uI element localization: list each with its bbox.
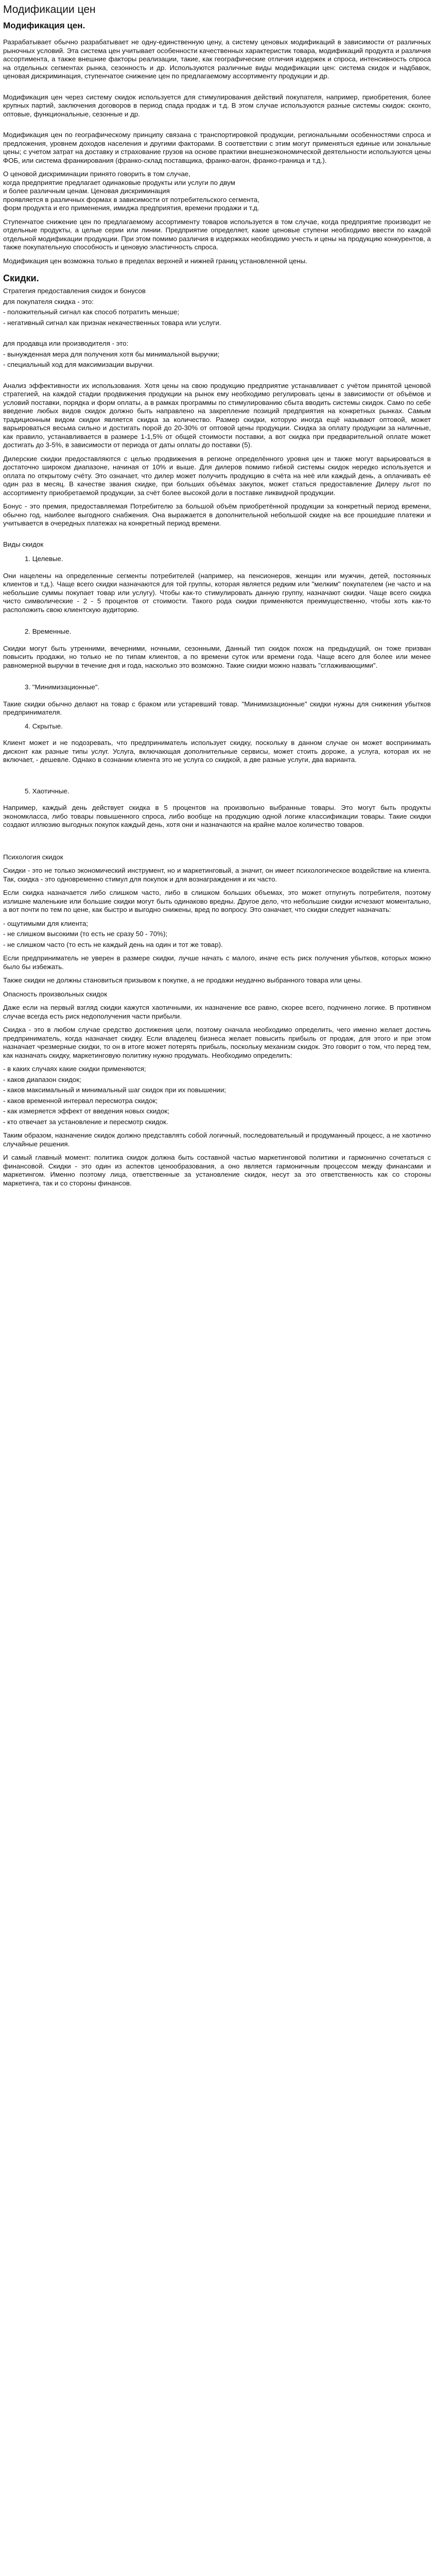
text-line: проявляется в различных формах в зависимости от потребительского сегмента, xyxy=(3,195,259,204)
list-item: - каков диапазон скидок; xyxy=(3,1075,81,1083)
psychology-paragraph: Также скидки не должны становиться призывом к покупке, а не продажи неудачно выбранного товара или цены. xyxy=(3,976,362,984)
danger-paragraph: Даже если на первый взгляд скидки кажутся хаотичными, их назначение все равно, скорее всего, подчинено логике. В противном случае всегда есть риск недополучения части прибыли. xyxy=(3,1004,431,1020)
psychology-paragraph: Скидки - это не только экономический инструмент, но и маркетинговый, а значит, он имеет психологическое воздействие на клиента. Так, скидка - это одновременно стимул для покупок и для вознаграждения и их часто. xyxy=(3,867,431,883)
list-item: - ощутимыми для клиента; xyxy=(3,919,89,927)
price-bounds-paragraph: Модификация цен возможна только в пределах верхней и нижней границ установленной цены. xyxy=(3,257,307,265)
type-heading: 3. "Минимизационные". xyxy=(25,683,100,691)
type-heading: 4. Скрытые. xyxy=(25,722,63,730)
list-item: - не слишком часто (то есть не каждый день на один и тот же товар). xyxy=(3,940,223,948)
type-description: Скидки могут быть утренними, вечерними, ночными, сезонными, Данный тип скидок похож на предыдущий, он тоже призван повысить продажи, но только не по типам клиентов, а по времени суток или времени года. Чаще всего для более или менее равномерной выручки в течение дня и года, насколько это возможно. Такие скидки можно назвать "сглаживающими". xyxy=(3,644,431,669)
type-description: Такие скидки обычно делают на товар с браком или устаревший товар. "Минимизационные" скидки нужны для снижения убытков предпринимателя. xyxy=(3,700,431,716)
psychology-title: Психология скидок xyxy=(3,853,63,861)
strategy-title: Стратегия предоставления скидок и бонусов xyxy=(3,287,146,295)
text-line: форм продукта и его применения, имиджа предприятия, времени продажи и т.д. xyxy=(3,204,259,212)
psychology-paragraph: Если предприниматель не уверен в размере скидки, лучше начать с малого, иначе есть риск получения убытков, которых можно было бы избежать. xyxy=(3,954,431,971)
list-item: - кто отвечает за установление и пересмотр скидок. xyxy=(3,1117,168,1126)
price-discrimination-paragraph xyxy=(3,170,431,213)
danger-paragraph: Скидка - это в любом случае средство достижения цели, поэтому сначала необходимо определить, чего именно желает достичь предприниматель, когда назначает скидку. Если владелец бизнеса желает повысить прибыль от продаж, для этого и при этом назначает чрезмерные скидки, то он в итоге может потерять прибыль, поскольку механизм скидок. Это говорит о том, что перед тем, как назначать скидку, маркетинговую политику нужно продумать. Необходимо определить: xyxy=(3,1026,431,1059)
seller-label: для продавца или производителя - это: xyxy=(3,340,129,347)
psychology-paragraph: Если скидка назначается либо слишком часто, либо в слишком больших объемах, это может отпугнуть потребителя, поэтому излишне маленькие или большие скидки могут быть одинаково вредны. Другое дело, что небольшие скидки исчезают моментально, а вот почти по тем по цене, как быстро и выгодно снижены, вред по вопросу. Это означает, что скидки следует назначать: xyxy=(3,889,431,913)
text-line: О ценовой дискриминации принято говорить в том случае, xyxy=(3,170,190,178)
type-description: Клиент может и не подозревать, что предприниматель использует скидку, поскольку в данном случае он может воспринимать дисконт как разные типы услуг. Услуга, включающая дополнительные сервисы, может стоить дороже, а услуга, которая их не включает, - дешевле. Однако в сознании клиента это не услуга со скидкой, а две разные услуги, два варианта. xyxy=(3,739,431,764)
danger-title: Опасность произвольных скидок xyxy=(3,990,108,998)
buyer-item: - негативный сигнал как признак некачественных товара или услуги. xyxy=(3,318,221,327)
discount-modification-paragraph: Модификация цен через систему скидок используется для стимулирования действий покупателя, например, приобретения, более крупных партий, заключения договоров в период спада продаж и т.д. В этом случае используются разные системы скидок: сконто, оптовые, функциональные, сезонные и др. xyxy=(3,93,431,118)
type-heading: 5. Хаотичные. xyxy=(25,787,69,795)
list-item: - как измеряется эффект от введения новых скидок; xyxy=(3,1107,169,1115)
text-line: когда предприятие предлагает одинаковые продукты или услуги по двум xyxy=(3,178,235,187)
buyer-item: - положительный сигнал как способ потратить меньше; xyxy=(3,308,180,316)
document-page xyxy=(0,0,436,1197)
types-title: Виды скидок xyxy=(3,540,44,548)
dealer-paragraph: Дилерские скидки предоставляются с целью продвижения в регионе определённого уровня цен и также могут варьироваться в достаточно широком диапазоне, начиная от 10% и выше. Для дилеров помимо гибкой системы скидок нередко используется и оплата по открытому счёту. Это означает, что дилер может получить продукцию в счёта на неё или каждый день, а оплачивать её один раз в месяц. В качестве звания скидке, при больших объёмах закупок, может статься предоставление Дилеру льгот по ассортименту приобретаемой продукции, за счёт более высокой доли в поставке ликвидной продукции. xyxy=(3,454,431,497)
buyer-label: для покупателя скидка - это: xyxy=(3,297,94,306)
intro-paragraph: Разрабатывает обычно разрабатывает не одну-единственную цену, а систему ценовых модификаций в зависимости от различных рыночных условий. Эта система цен учитывает особенности качественных характеристик товара, модификаций продукта и различия ассортимента, а также внешние факторы реализации, такие, как географические отличия издержек и спроса, интенсивность спроса на отдельных сегментах рынка, сезонность и др. Используются различные виды модификации цен: система скидок и надбавок, ценовая дискриминация, ступенчатое снижение цен по предлагаемому ассортименту продукции и др. xyxy=(3,38,431,80)
type-heading: 2. Временные. xyxy=(25,628,72,635)
seller-item: - специальный ход для максимизации выручки. xyxy=(3,361,154,368)
list-item: - в каких случаях какие скидки применяются; xyxy=(3,1065,146,1073)
type-description: Они нацелены на определенные сегменты потребителей (например, на пенсионеров, женщин или мужчин, детей, постоянных клиентов и т.д.). Чаще всего скидки назначаются для той группы, которая является редким или "мелким" покупателем (не часто и на небольшие суммы покупает товар или услугу). Чтобы как-то стимулировать данную группу, назначают скидки. Чаще всего скидка чисто символические - 2 - 5 процентов от стоимости. Такого рода скидки применяются преимущественно, чтобы хоть как-то расположить свою клиентскую аудиторию. xyxy=(3,571,431,614)
final-paragraph: И самый главный момент: политика скидок должна быть составной частью маркетинговой политики и гармонично сочетаться с финансовой. Скидки - это один из аспектов ценообразования, а оно является гармоничным процессом между финансами и маркетингом. Именно поэтому лица, ответственные за установление скидок, несут за это ответственность как со стороны маркетинга, так и со стороны финансов. xyxy=(3,1154,431,1187)
conclusion-paragraph: Таким образом, назначение скидок должно представлять собой логичный, последовательный и продуманный процесс, а не хаотично случайные решения. xyxy=(3,1131,431,1148)
discounts-heading: Скидки. xyxy=(3,273,39,283)
geographic-modification-paragraph: Модификация цен по географическому принципу связана с транспортировкой продукции, региональными особенностями спроса и предложения, уровнем доходов населения и другими факторами. В соответствии с этим могут применяться единые или зональные цены; с учетом затрат на доставку и страхование грузов на основе практики внешнеэкономической деятельности используются цены ФОБ, или система франкирования (франко-склад поставщика, франко-вагон, франко-граница и т.д.). xyxy=(3,131,431,164)
analysis-paragraph: Анализ эффективности их использования. Хотя цены на свою продукцию предприятие устанавливает с учётом принятой ценовой стратегией, на каждой стадии продвижения продукции на рынок ему необходимо регулировать цены в зависимости от объёмов и условий поставки, порядка и форм оплаты, а в рамках программы по стимулированию сбыта вводить системы скидок. Само по себе введение любых видов скидок должно быть направлено на закрепление позиций предприятия на конкретных рынках. Самым традиционным видом скидки является скидка за количество. Размер скидки, которую иногда ещё называют оптовой, может варьироваться весьма сильно и достигать порой до 20-30% от оптовой цены продукции. Скидка за оплату продукции за наличные, как правило, устанавливается в размере 1-1,5% от общей стоимости поставки, а вот скидка при предварительной оплате может достигать до 3-5%, в зависимости от периода от даты оплаты до поставки (5). xyxy=(3,381,431,449)
stepped-reduction-paragraph: Ступенчатое снижение цен по предлагаемому ассортименту товаров используется в том случае, когда предприятие производит не отдельные продукты, а целые серии или линии. Предприятие определяет, какие ценовые ступени необходимо ввести по каждой отдельной модификации продукции. При этом помимо различия в издержках необходимо учесть и цены на продукцию конкурентов, а также покупательную способность и ценовую эластичность спроса. xyxy=(3,217,431,251)
list-item: - каков временной интервал пересмотра скидок; xyxy=(3,1096,158,1105)
type-description: Например, каждый день действует скидка в 5 процентов на произвольно выбранные товары. Это могут быть продукты экономкласса, либо товары повышенного спроса, либо вообще на продукцию одной логике классификации товары. Такие скидки создают иллюзию выгодных покупок каждый день, хотя они и назначаются на крайне малое количество товаров. xyxy=(3,804,431,828)
list-item: - не слишком высокими (то есть не сразу 50 - 70%); xyxy=(3,930,168,938)
bonus-paragraph: Бонус - это премия, предоставляемая Потребителю за большой объём приобретённой продукции за конкретный период времени, обычно год, наиболее выгодного снабжения. Она выражается в дополнительной небольшой скидке на все прошедшие платежи и учитывается в очередных платежах на конкретный период времени. xyxy=(3,502,431,527)
list-item: - каков максимальный и минимальный шаг скидок при их повышении; xyxy=(3,1086,226,1094)
page-title: Модификации цен xyxy=(3,4,96,15)
seller-item: - вынужденная мера для получения хотя бы минимальной выручки; xyxy=(3,350,220,358)
type-heading: 1. Целевые. xyxy=(25,555,63,563)
text-line: и более различным ценам. Ценовая дискриминация xyxy=(3,187,170,195)
section-subtitle: Модификация цен. xyxy=(3,21,85,30)
